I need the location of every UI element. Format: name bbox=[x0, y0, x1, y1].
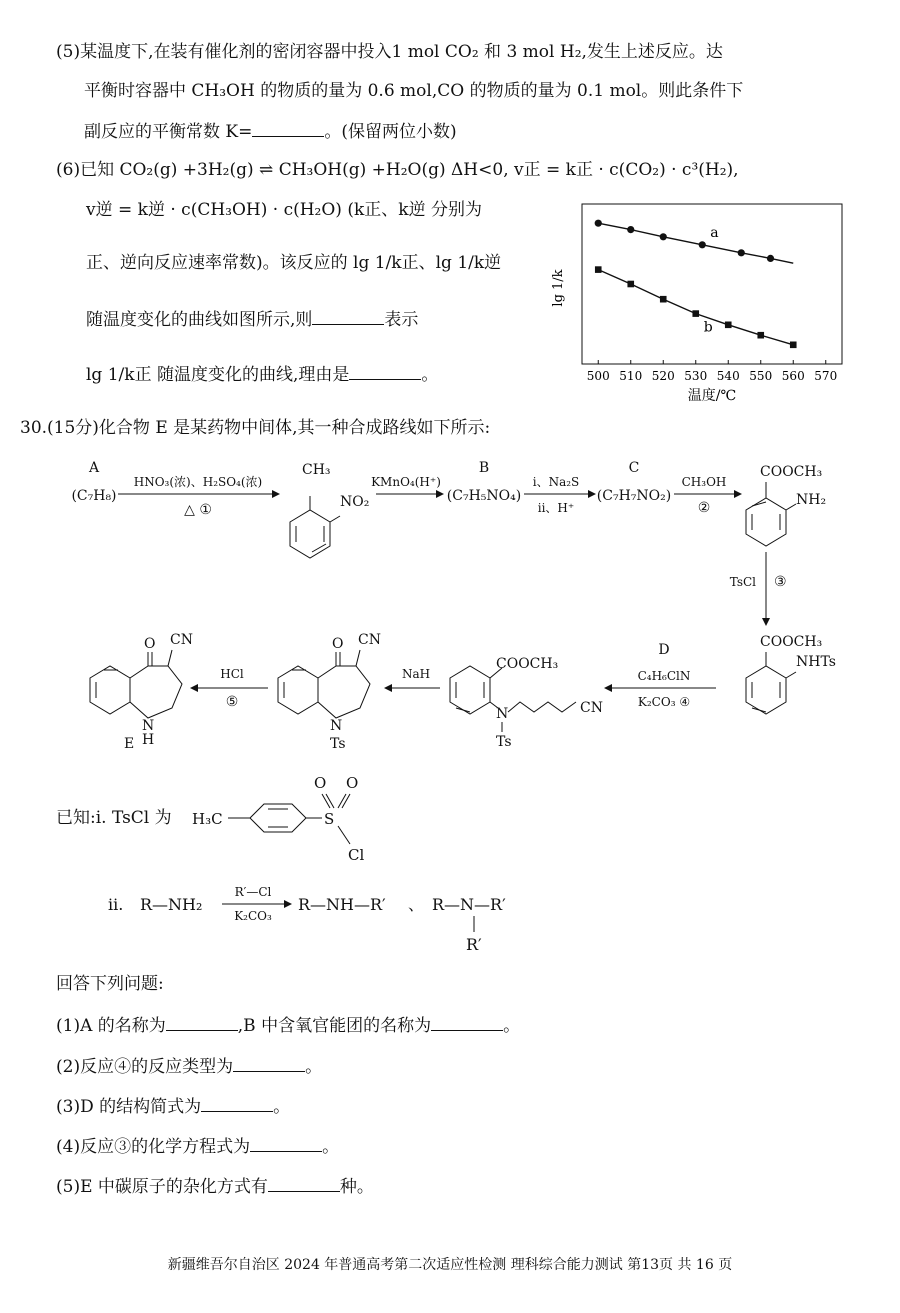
compound-B-formula: (C₇H₅NO₄) bbox=[446, 488, 522, 504]
series-b-point bbox=[725, 322, 732, 329]
cond-3: ③ bbox=[774, 574, 787, 590]
series-a-point bbox=[738, 249, 745, 256]
x-tick-label: 560 bbox=[781, 369, 805, 383]
compound-B-label: B bbox=[478, 460, 490, 476]
ring-ts-ts: Ts bbox=[330, 736, 346, 752]
q5-line1: (5)某温度下,在装有催化剂的密闭容器中投入1 mol CO₂ 和 3 mol H₂,发生上述反应。达 bbox=[56, 42, 723, 62]
tscl-s: S bbox=[324, 810, 335, 828]
qa2-blank[interactable] bbox=[233, 1057, 305, 1072]
known-ii-cond-top: R′—Cl bbox=[234, 885, 272, 899]
qa3-pre: (3)D 的结构简式为 bbox=[56, 1097, 202, 1117]
ester3-ts: Ts bbox=[496, 734, 512, 750]
cond-nah: NaH bbox=[401, 667, 431, 681]
series-b-point bbox=[627, 281, 634, 288]
answer-header: 回答下列问题: bbox=[56, 974, 164, 994]
ester3-n: N bbox=[496, 706, 509, 722]
nitrotoluene-ch3: CH₃ bbox=[302, 462, 331, 478]
tscl-h3c: H₃C bbox=[192, 810, 223, 828]
compound-E-label: E bbox=[124, 736, 135, 752]
chart-xlabel: 温度/℃ bbox=[687, 388, 737, 404]
ring-ts-cn: CN bbox=[358, 632, 381, 648]
tscl-ring bbox=[250, 804, 306, 832]
lgk-chart bbox=[540, 196, 850, 406]
tscl-cl: Cl bbox=[348, 846, 365, 864]
compound-A-label: A bbox=[88, 460, 100, 476]
qa4-pre: (4)反应③的化学方程式为 bbox=[56, 1137, 251, 1157]
series-b-point bbox=[595, 266, 602, 273]
q5-answer-blank[interactable] bbox=[252, 122, 324, 137]
chart-ylabel: lg 1/k bbox=[551, 269, 566, 307]
tscl-structure bbox=[190, 766, 390, 870]
tscl-o1: O bbox=[314, 774, 327, 792]
x-tick-label: 510 bbox=[619, 369, 643, 383]
series-a-point bbox=[627, 226, 634, 233]
compound-E-azepine bbox=[130, 666, 182, 718]
cond-ch3oh: CH₃OH bbox=[681, 475, 727, 489]
series-a-point bbox=[699, 241, 706, 248]
compound-C-label: C bbox=[628, 460, 640, 476]
known-ii-sep: 、 bbox=[408, 895, 425, 914]
known-ii-product2: R—N—R′ bbox=[432, 895, 506, 914]
ester1-cooch3: COOCH₃ bbox=[760, 464, 823, 480]
q5-line3-pre: 副反应的平衡常数 K= bbox=[84, 122, 253, 142]
x-tick-label: 550 bbox=[749, 369, 773, 383]
series-b-label: b bbox=[703, 319, 713, 336]
x-tick-label: 530 bbox=[684, 369, 708, 383]
compound-C-formula: (C₇H₇NO₂) bbox=[596, 488, 672, 504]
qa1-blank-b[interactable] bbox=[431, 1016, 503, 1031]
ester1-nh2: NH₂ bbox=[796, 492, 827, 508]
qa2-post: 。 bbox=[305, 1057, 323, 1077]
qa2-pre: (2)反应④的反应类型为 bbox=[56, 1057, 234, 1077]
qa1-pre: (1)A 的名称为 bbox=[56, 1016, 166, 1036]
arrow-1-head bbox=[272, 490, 280, 498]
q6-line4 bbox=[86, 310, 418, 329]
q5-line3-post: 。(保留两位小数) bbox=[324, 122, 457, 142]
reagent-D-formula: C₄H₆ClN bbox=[637, 669, 691, 683]
series-b-point bbox=[757, 332, 764, 339]
x-tick-label: 500 bbox=[586, 369, 610, 383]
q6-curve-blank[interactable] bbox=[312, 310, 384, 325]
compound-E-o: O bbox=[144, 636, 156, 652]
x-tick-label: 520 bbox=[651, 369, 675, 383]
x-tick-label: 540 bbox=[716, 369, 740, 383]
known-ii-product1: R—NH—R′ bbox=[298, 895, 386, 914]
reagent-D-label: D bbox=[658, 642, 670, 658]
q6-line5 bbox=[86, 365, 438, 384]
cond-k2co3: K₂CO₃ ④ bbox=[637, 695, 691, 709]
qa3 bbox=[56, 1097, 290, 1116]
nitrotoluene-no2: NO₂ bbox=[340, 494, 370, 510]
ester3-cn: CN bbox=[580, 700, 603, 716]
series-a-point bbox=[595, 220, 602, 227]
qa2 bbox=[56, 1057, 322, 1076]
qa4-blank[interactable] bbox=[250, 1137, 322, 1152]
cond-tscl: TsCl bbox=[729, 575, 756, 589]
compound-E-h: H bbox=[142, 732, 155, 748]
q6-line3: 正、逆向反应速率常数)。该反应的 lg 1/k正、lg 1/k逆 bbox=[86, 253, 502, 273]
compound-A-formula: (C₇H₈) bbox=[71, 488, 117, 504]
ester2-cooch3: COOCH₃ bbox=[760, 634, 823, 650]
qa1-post: 。 bbox=[503, 1016, 521, 1036]
qa4-post: 。 bbox=[322, 1137, 340, 1157]
ester3-cooch3: COOCH₃ bbox=[496, 656, 559, 672]
q6-reason-blank[interactable] bbox=[349, 365, 421, 380]
qa3-post: 。 bbox=[273, 1097, 291, 1117]
qa5 bbox=[56, 1177, 374, 1196]
known-ii-product2-sub: R′ bbox=[466, 935, 482, 954]
known-ii bbox=[100, 880, 560, 960]
cond-kmno4: KMnO₄(H⁺) bbox=[371, 475, 441, 489]
qa5-post: 种。 bbox=[339, 1177, 374, 1197]
cond-na2s-1: i、Na₂S bbox=[532, 475, 580, 489]
cond-1-bottom: △ ① bbox=[184, 502, 212, 518]
ring-ts-n: N bbox=[330, 718, 343, 734]
q30-header: 30.(15分)化合物 E 是某药物中间体,其一种合成路线如下所示: bbox=[20, 418, 491, 438]
series-a-point bbox=[660, 233, 667, 240]
qa4 bbox=[56, 1137, 339, 1156]
compound-E-n: N bbox=[142, 718, 155, 734]
cond-5: ⑤ bbox=[225, 694, 239, 710]
series-b-point bbox=[790, 342, 797, 349]
known-ii-label: ii. bbox=[108, 895, 124, 914]
q6-line4-pre: 随温度变化的曲线如图所示,则 bbox=[86, 310, 313, 330]
q6-line5-post: 。 bbox=[421, 365, 439, 385]
ester2-nhts: NHTs bbox=[796, 654, 836, 670]
qa5-pre: (5)E 中碳原子的杂化方式有 bbox=[56, 1177, 268, 1197]
qa1 bbox=[56, 1016, 520, 1035]
known-ii-reactant: R—NH₂ bbox=[140, 895, 203, 914]
series-a-label: a bbox=[710, 224, 719, 241]
x-tick-label: 570 bbox=[814, 369, 838, 383]
q6-line2: v逆 = k逆 · c(CH₃OH) · c(H₂O) (k正、k逆 分别为 bbox=[86, 200, 482, 220]
known-title: 已知:i. TsCl 为 bbox=[56, 808, 172, 828]
series-a-point bbox=[767, 255, 774, 262]
page-footer: 新疆维吾尔自治区 2024 年普通高考第二次适应性检测 理科综合能力测试 第13页 共 16 页 bbox=[167, 1257, 733, 1273]
compound-E-cn: CN bbox=[170, 632, 193, 648]
q5-line2: 平衡时容器中 CH₃OH 的物质的量为 0.6 mol,CO 的物质的量为 0.1 mol。则此条件下 bbox=[84, 81, 744, 101]
ring-ts-o: O bbox=[332, 636, 344, 652]
cond-1-top: HNO₃(浓)、H₂SO₄(浓) bbox=[133, 475, 263, 489]
qa3-blank[interactable] bbox=[201, 1097, 273, 1112]
cond-hcl: HCl bbox=[220, 667, 244, 681]
qa1-blank-a[interactable] bbox=[166, 1016, 238, 1031]
q6-line4-post: 表示 bbox=[384, 310, 419, 330]
series-b-point bbox=[692, 310, 699, 317]
cond-na2s-2: ii、H⁺ bbox=[537, 501, 575, 515]
qa1-mid: ,B 中含氧官能团的名称为 bbox=[237, 1016, 432, 1036]
series-b-point bbox=[660, 296, 667, 303]
ring-ts-azepine bbox=[318, 666, 370, 718]
cond-2: ② bbox=[697, 500, 711, 516]
known-ii-cond-bot: K₂CO₃ bbox=[234, 909, 272, 923]
q6-line1: (6)已知 CO₂(g) +3H₂(g) ⇌ CH₃OH(g) +H₂O(g) ΔH<0, v正 = k正 · c(CO₂) · c³(H₂), bbox=[56, 160, 739, 180]
q5-line3 bbox=[84, 122, 457, 141]
synthesis-scheme bbox=[40, 440, 880, 760]
tscl-o2: O bbox=[346, 774, 359, 792]
qa5-blank[interactable] bbox=[268, 1177, 340, 1192]
q6-line5-pre: lg 1/k正 随温度变化的曲线,理由是 bbox=[86, 365, 350, 385]
